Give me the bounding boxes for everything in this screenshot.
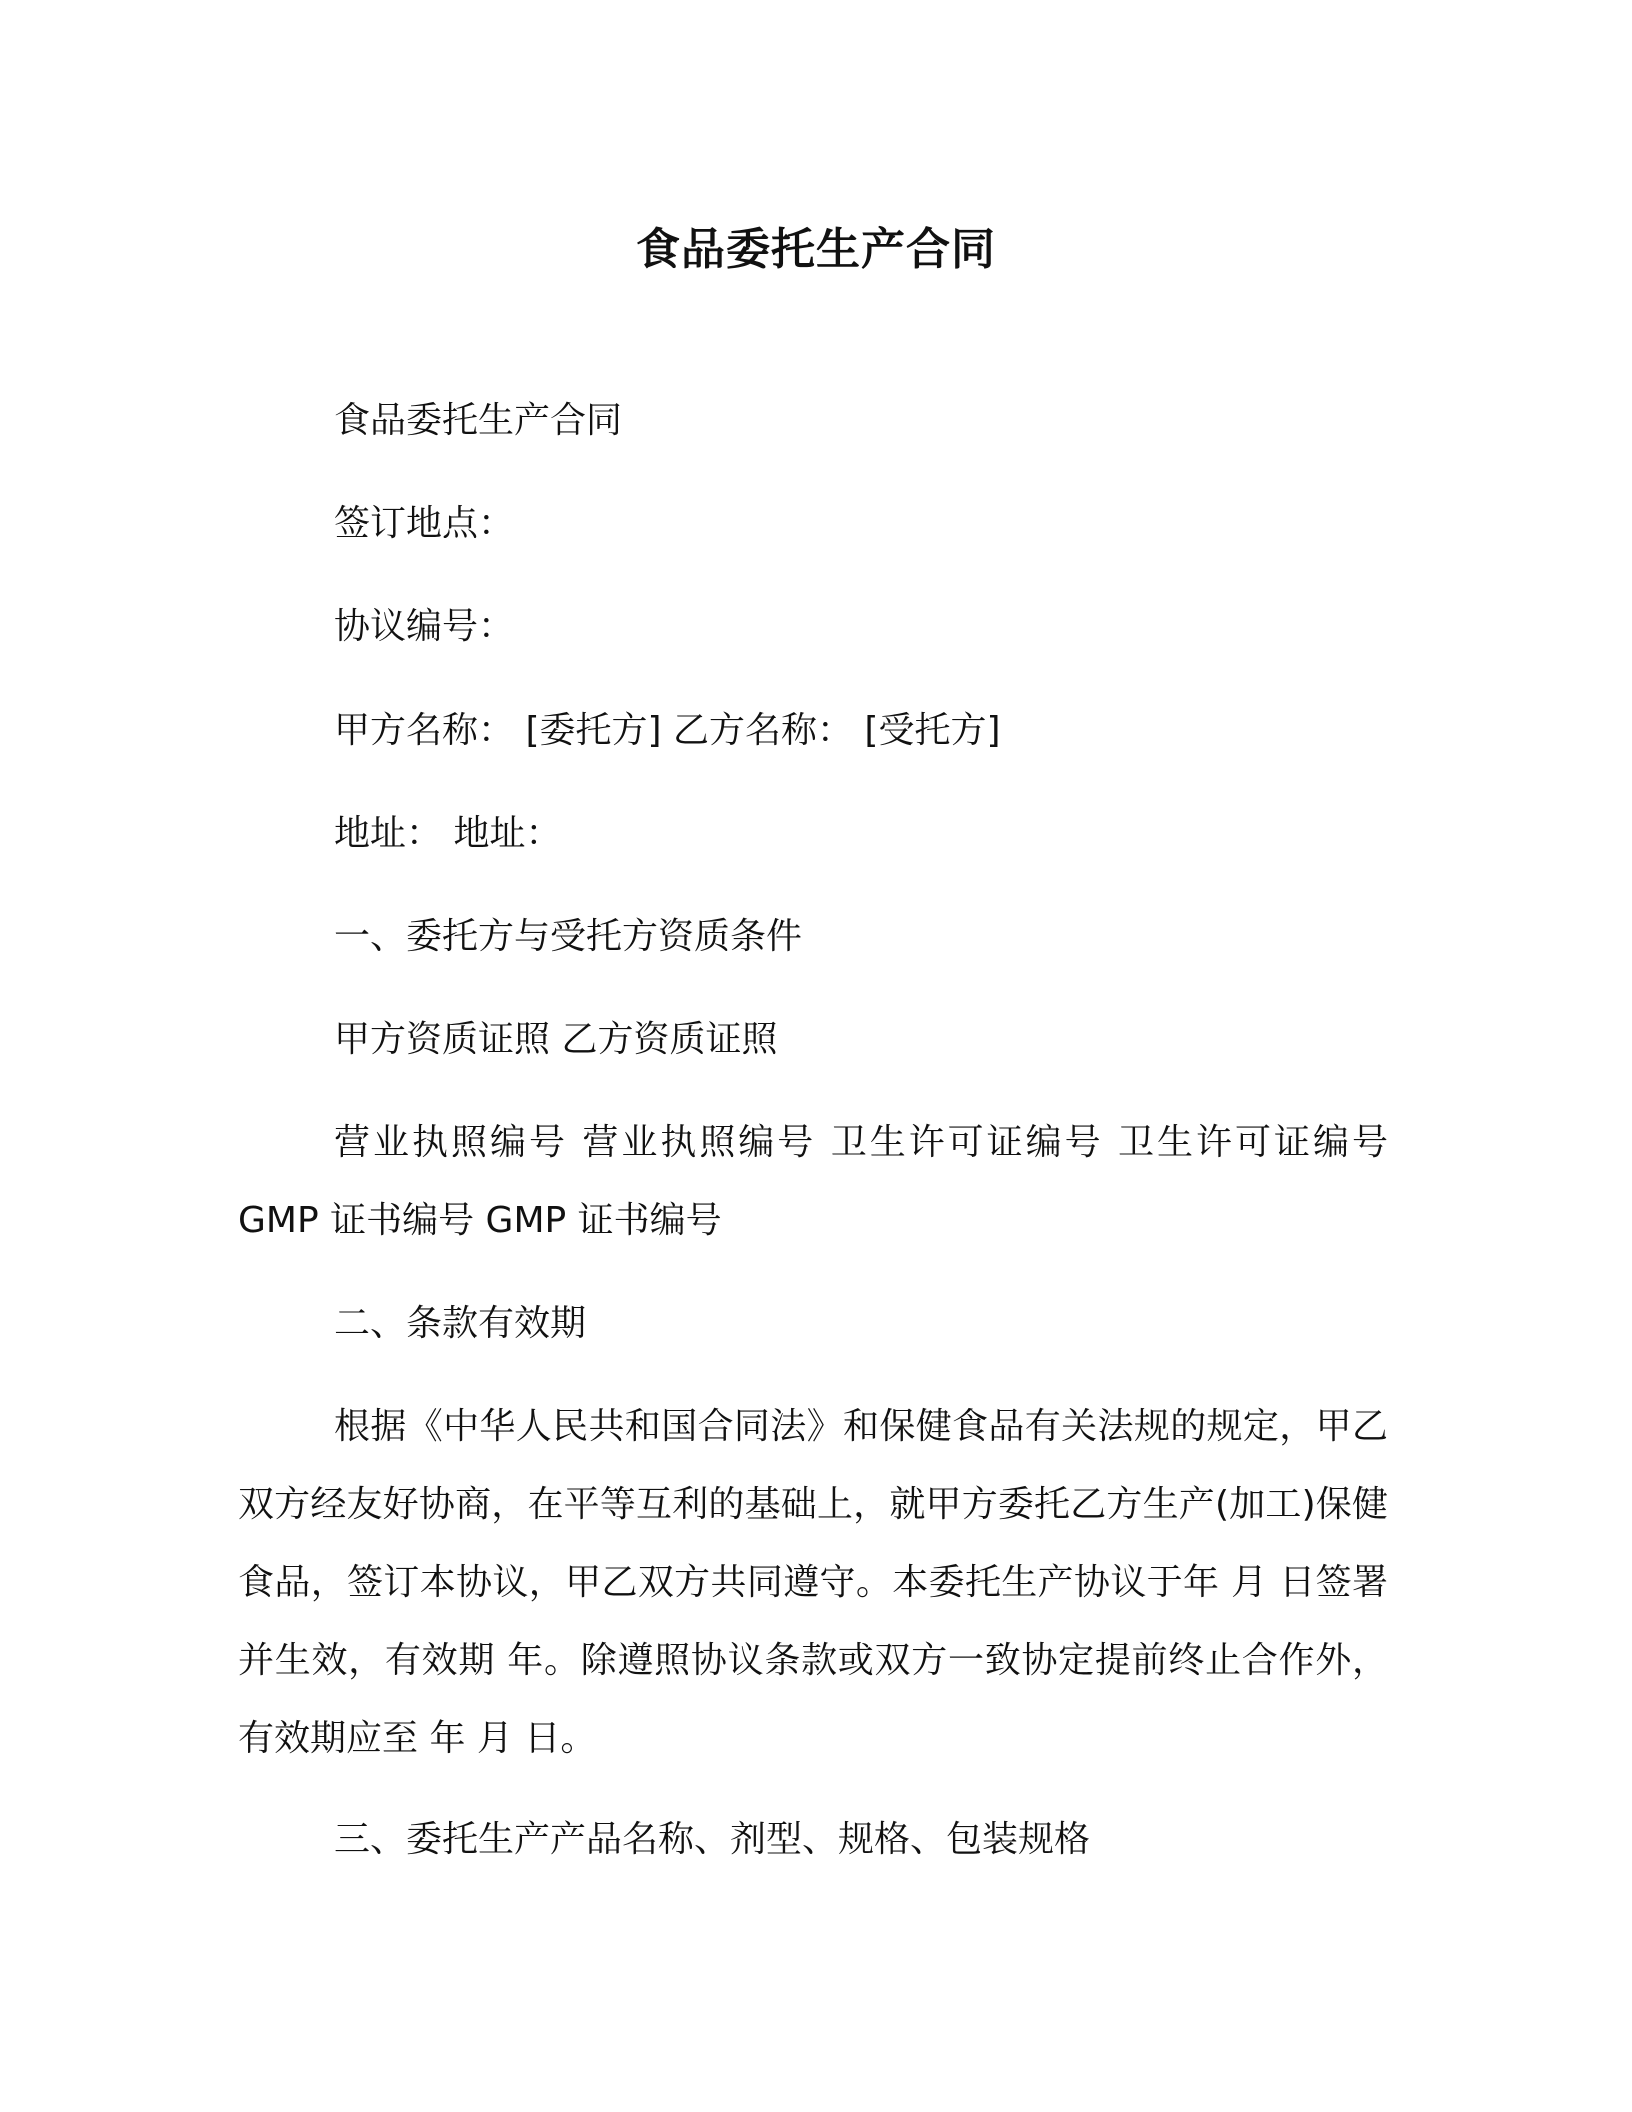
section-2-heading: 二、条款有效期	[334, 1303, 587, 1344]
license-numbers-paragraph: 营业执照编号 营业执照编号 卫生许可证编号 卫生许可证编号 GMP 证书编号 GMP 证书编号	[238, 1122, 1388, 1241]
party-names-line: 甲方名称： [委托方] 乙方名称： [受托方]	[334, 710, 1001, 751]
validity-paragraph: 根据《中华人民共和国合同法》和保健食品有关法规的规定，甲乙双方经友好协商，在平等互利的基础上，就甲方委托乙方生产(加工)保健食品，签订本协议，甲乙双方共同遵守。本委托生产协议于年 月 日签署并生效，有效期 年。除遵照协议条款或双方一致协定提前终止合作外，有效期应至 年 月 日。	[238, 1406, 1388, 1759]
section-3-heading: 三、委托生产产品名称、剂型、规格、包装规格	[334, 1819, 1091, 1860]
agreement-number-label: 协议编号：	[334, 606, 515, 647]
section-1-heading: 一、委托方与受托方资质条件	[334, 916, 803, 957]
qualifications-line: 甲方资质证照 乙方资质证照	[334, 1019, 778, 1060]
signing-place-label: 签订地点：	[334, 503, 515, 544]
document-subtitle: 食品委托生产合同	[334, 400, 623, 441]
addresses-line: 地址： 地址：	[334, 813, 562, 854]
document-title: 食品委托生产合同	[636, 224, 996, 275]
